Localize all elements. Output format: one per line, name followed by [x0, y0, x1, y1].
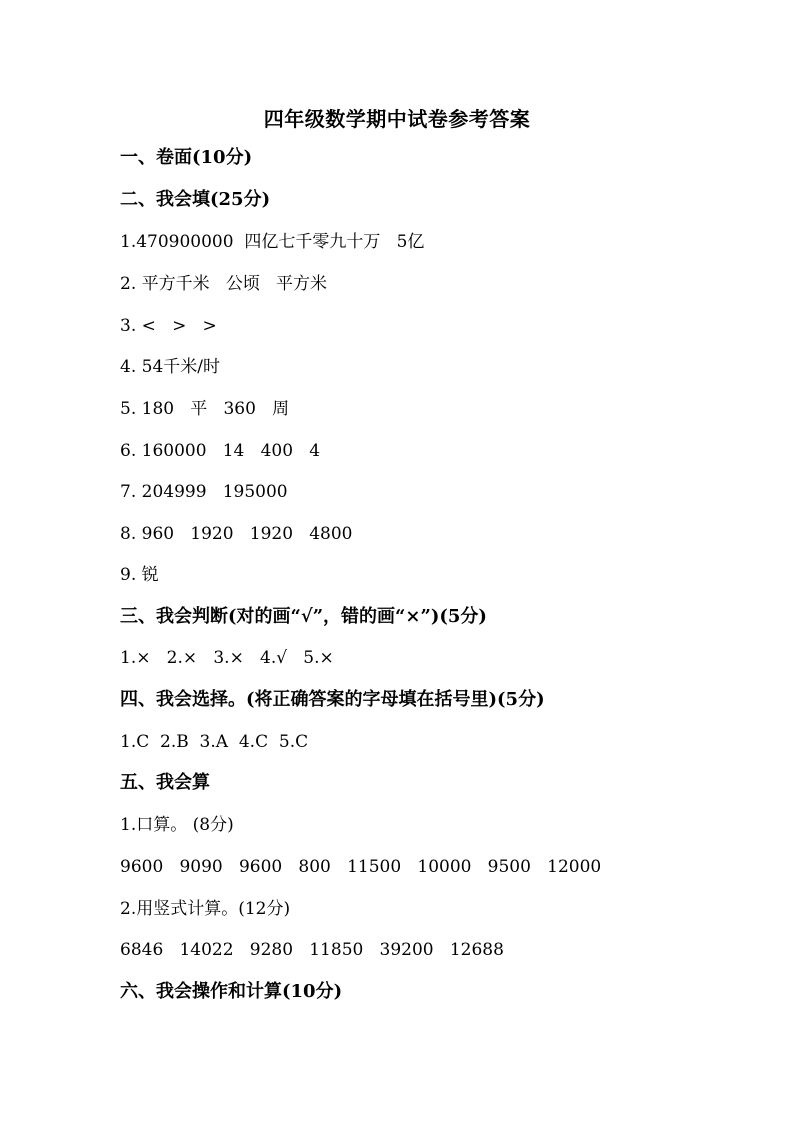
- answer-line: 8. 960 1920 1920 4800: [120, 524, 353, 544]
- section-heading-1: 一、卷面(10分): [120, 147, 253, 168]
- answer-line: 5. 180 平 360 周: [120, 399, 290, 419]
- answer-line: 9. 锐: [120, 565, 159, 585]
- section-heading-6: 六、我会操作和计算(10分): [120, 981, 343, 1002]
- answer-line: 1.× 2.× 3.× 4.√ 5.×: [120, 648, 334, 668]
- page-title: 四年级数学期中试卷参考答案: [263, 107, 531, 131]
- answer-line: 1.470900000 四亿七千零九十万 5亿: [120, 232, 425, 252]
- section-heading-4: 四、我会选择。(将正确答案的字母填在括号里)(5分): [120, 689, 545, 710]
- answer-line: 6. 160000 14 400 4: [120, 441, 321, 461]
- answer-line: 4. 54千米/时: [120, 357, 220, 377]
- answer-line: 6846 14022 9280 11850 39200 12688: [120, 940, 504, 960]
- answer-line: 9600 9090 9600 800 11500 10000 9500 12000: [120, 857, 602, 877]
- answer-line: 1.口算。 (8分): [120, 815, 234, 835]
- answer-line: 2.用竖式计算。(12分): [120, 899, 291, 919]
- answer-line: 7. 204999 195000: [120, 482, 288, 502]
- section-heading-5: 五、我会算: [120, 772, 210, 793]
- section-heading-2: 二、我会填(25分): [120, 189, 271, 210]
- answer-line: 2. 平方千米 公顷 平方米: [120, 274, 328, 294]
- answer-line: 3. < > >: [120, 316, 217, 336]
- answer-line: 1.C 2.B 3.A 4.C 5.C: [120, 732, 309, 752]
- section-heading-3: 三、我会判断(对的画“√”，错的画“×”)(5分): [120, 606, 487, 627]
